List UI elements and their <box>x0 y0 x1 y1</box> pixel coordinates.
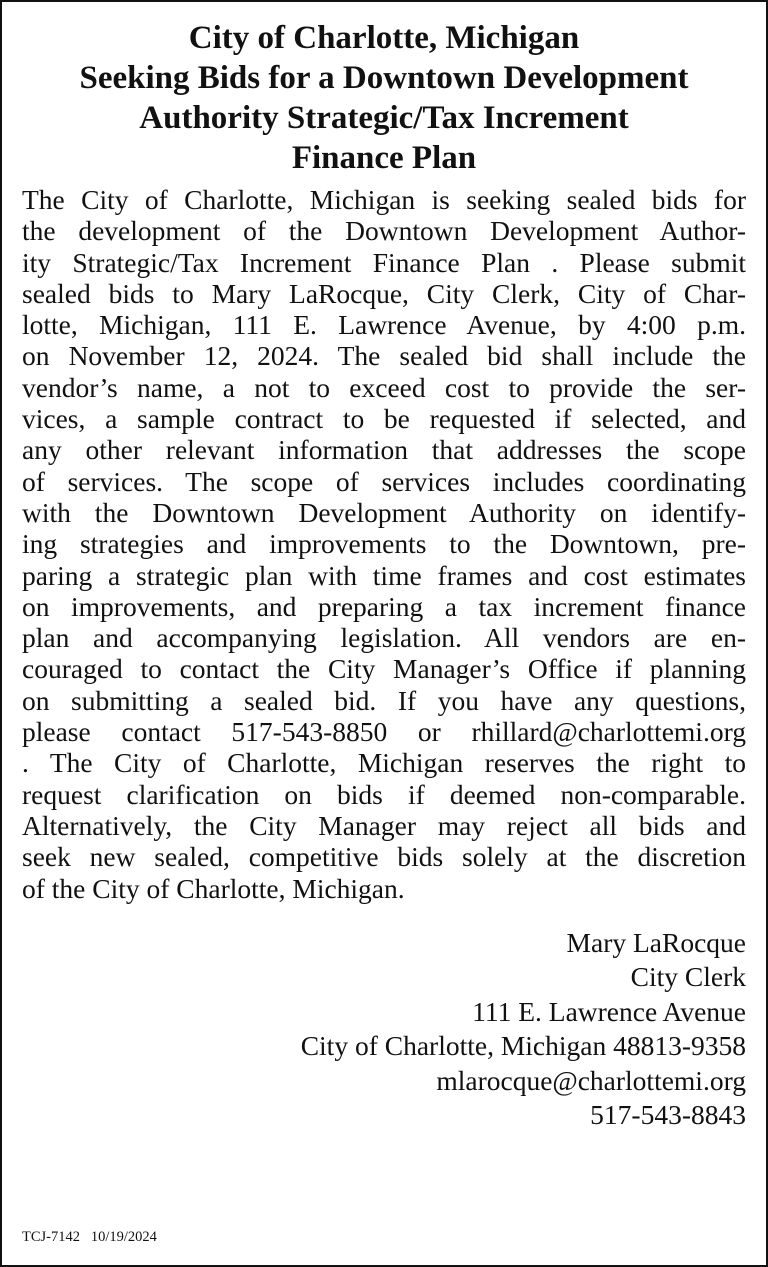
body-line: request clarification on bids if deemed non-comparable. <box>22 778 746 810</box>
signer-email: mlarocque@charlottemi.org <box>436 1064 746 1096</box>
body-line: ing strategies and improvements to the Downtown, pre- <box>22 528 746 560</box>
body-line: vices, a sample contract to be requested if selected, and <box>22 403 746 435</box>
title-line-1: City of Charlotte, Michigan <box>188 20 580 56</box>
body-line: couraged to contact the City Manager’s Office if planning <box>22 653 746 685</box>
signer-street: 111 E. Lawrence Avenue <box>472 995 746 1027</box>
body-line: ity Strategic/Tax Increment Finance Plan . Please submit <box>22 246 746 278</box>
body-line: seek new sealed, competitive bids solely at the discretion <box>22 841 746 873</box>
body-line: any other relevant information that addresses the scope <box>22 434 746 466</box>
body-line: on submitting a sealed bid. If you have any questions, <box>22 684 746 716</box>
body-line: . The City of Charlotte, Michigan reserves the right to <box>22 747 746 779</box>
notice-title <box>22 18 746 178</box>
body-line: please contact 517-543-8850 or rhillard@charlottemi.org <box>22 716 746 748</box>
body-line: Alternatively, the City Manager may reject all bids and <box>22 809 746 841</box>
body-line: on November 12, 2024. The sealed bid shall include the <box>22 340 746 372</box>
body-line: lotte, Michigan, 111 E. Lawrence Avenue, by 4:00 p.m. <box>22 309 746 341</box>
notice-body <box>22 184 746 904</box>
body-line: vendor’s name, a not to exceed cost to provide the ser- <box>22 371 746 403</box>
notice-date: 10/19/2024 <box>90 1229 157 1245</box>
body-line: paring a strategic plan with time frames and cost estimates <box>22 559 746 591</box>
signer-city: City of Charlotte, Michigan 48813-9358 <box>300 1030 746 1062</box>
body-line: of the City of Charlotte, Michigan. <box>22 872 405 904</box>
body-line: plan and accompanying legislation. All vendors are en- <box>22 622 746 654</box>
signer-name: Mary LaRocque <box>566 926 746 958</box>
signature-block <box>22 926 746 1133</box>
title-line-2: Seeking Bids for a Downtown Development <box>79 60 689 96</box>
body-line: the development of the Downtown Development Author- <box>22 215 746 247</box>
signer-position: City Clerk <box>630 961 746 993</box>
title-line-3: Authority Strategic/Tax Increment <box>139 100 629 136</box>
notice-footer <box>22 1229 157 1245</box>
body-line: on improvements, and preparing a tax increment finance <box>22 590 746 622</box>
body-line: of services. The scope of services includes coordinating <box>22 465 746 497</box>
body-line: with the Downtown Development Authority on identify- <box>22 496 746 528</box>
body-line: sealed bids to Mary LaRocque, City Clerk, City of Char- <box>22 277 746 309</box>
notice-code: TCJ-7142 <box>22 1229 80 1245</box>
signer-phone: 517-543-8843 <box>590 1099 746 1131</box>
title-line-4: Finance Plan <box>291 140 477 176</box>
body-line: The City of Charlotte, Michigan is seeking sealed bids for <box>22 184 746 215</box>
